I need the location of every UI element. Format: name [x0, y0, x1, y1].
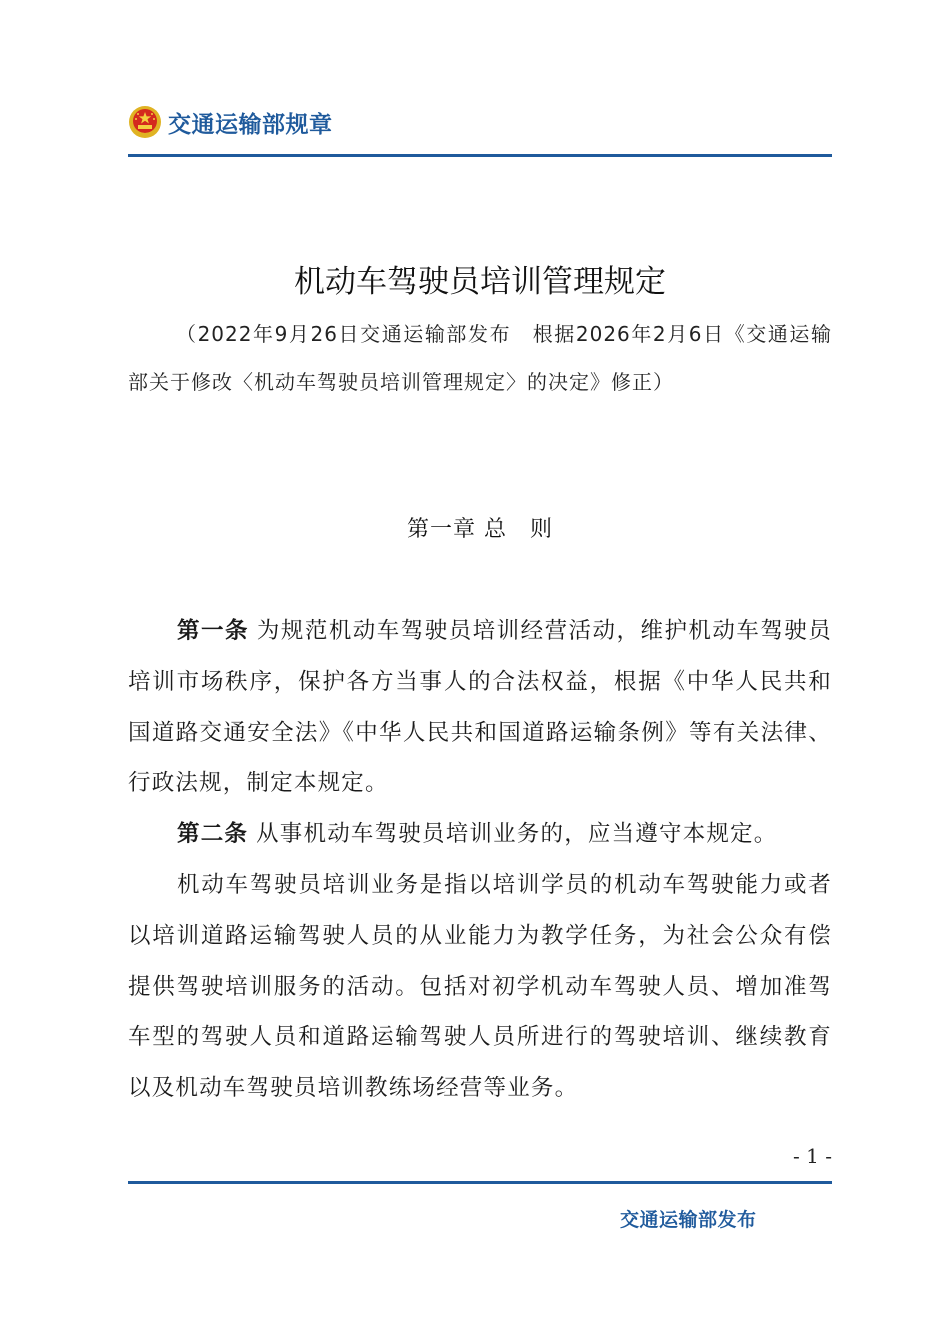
- footer-publisher: 交通运输部发布: [620, 1209, 757, 1231]
- header-title: 交通运输部规章: [168, 111, 333, 138]
- footer-divider: [128, 1181, 832, 1184]
- article-text: 从事机动车驾驶员培训业务的，应当遵守本规定。: [256, 821, 778, 848]
- article-label: 第二条: [177, 821, 249, 848]
- document-title: 机动车驾驶员培训管理规定: [294, 264, 666, 300]
- page-header: [128, 100, 333, 144]
- header-divider: [128, 154, 832, 157]
- issue-note: （2022年9月26日交通运输部发布 根据2026年2月6日《交通运输部关于修改〈机动车驾驶员培训管理规定〉的决定》修正）: [128, 322, 832, 394]
- page-number: - 1 -: [793, 1144, 832, 1168]
- chapter-title: 第一章 总 则: [407, 517, 553, 542]
- article-2: [128, 809, 832, 860]
- article-1: [128, 606, 832, 809]
- article-text: 为规范机动车驾驶员培训经营活动，维护机动车驾驶员培训市场秩序，保护各方当事人的合法权益，根据《中华人民共和国道路交通安全法》《中华人民共和国道路运输条例》等有关法律、行政法规，制定本规定。: [128, 618, 832, 797]
- article-label: 第一条: [177, 618, 249, 644]
- national-emblem-icon: [128, 105, 162, 139]
- document-body: [128, 606, 832, 1114]
- paragraph: 机动车驾驶员培训业务是指以培训学员的机动车驾驶能力或者以培训道路运输驾驶人员的从业能力为教学任务，为社会公众有偿提供驾驶培训服务的活动。包括对初学机动车驾驶人员、增加准驾车型的驾驶人员和道路运输驾驶人员所进行的驾驶培训、继续教育以及机动车驾驶员培训教练场经营等业务。: [128, 871, 832, 1102]
